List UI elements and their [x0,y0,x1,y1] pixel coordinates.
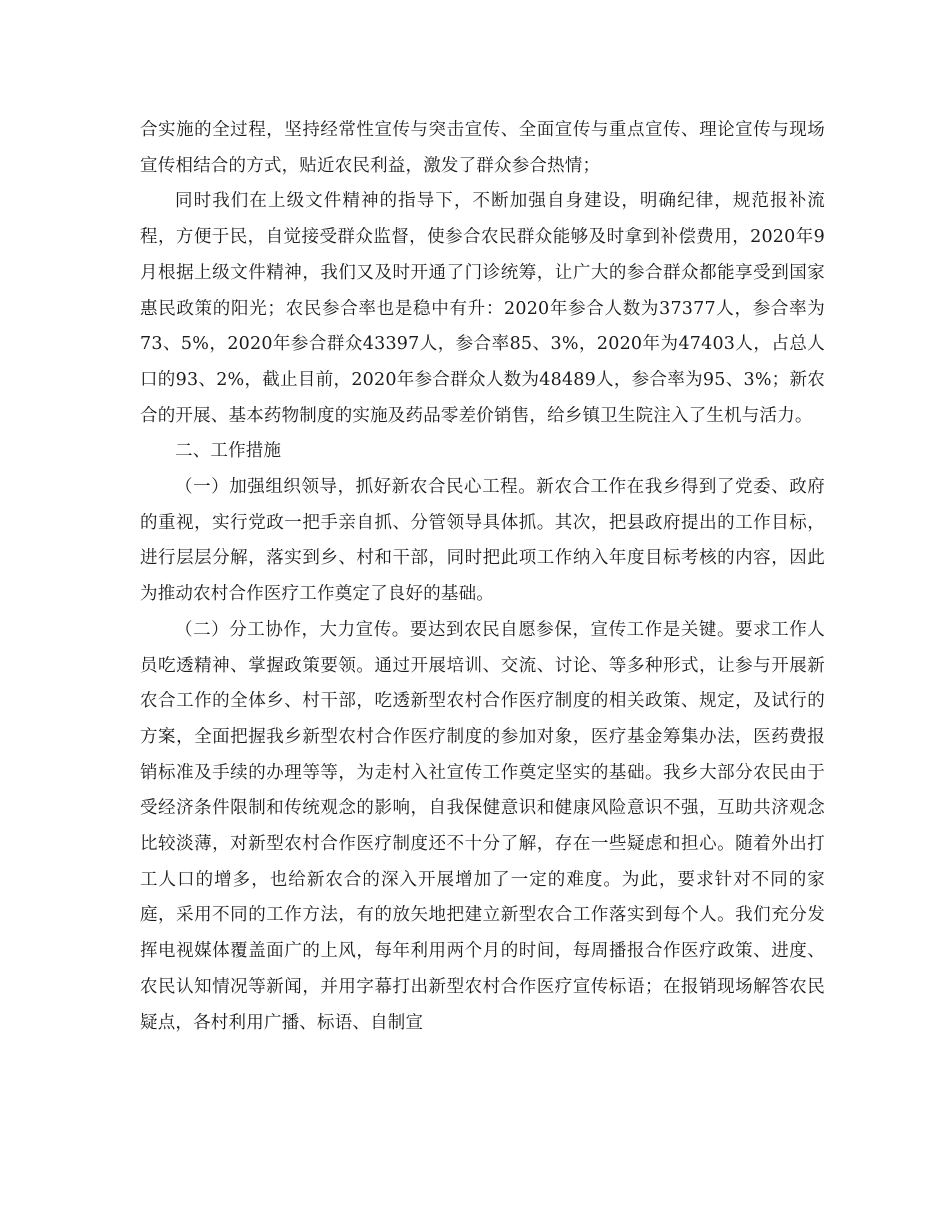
paragraph-continuation: 合实施的全过程，坚持经常性宣传与突击宣传、全面宣传与重点宣传、理论宣传与现场宣传相结合的方式，贴近农民利益，激发了群众参合热情； [140,120,825,176]
paragraph-division-of-labor: （二）分工协作，大力宣传。要达到农民自愿参保，宣传工作是关键。要求工作人员吃透精神、掌握政策要领。通过开展培训、交流、讨论、等多种形式，让参与开展新农合工作的全体乡、村干部，吃透新型农村合作医疗制度的相关政策、规定，及试行的方案，全面把握我乡新型农村合作医疗制度的参加对象，医疗基金筹集办法，医药费报销标准及手续的办理等等，为走村入社宣传工作奠定坚实的基础。我乡大部分农民由于受经济条件限制和传统观念的影响，自我保健意识和健康风险意识不强，互助共济观念比较淡薄，对新型农村合作医疗制度还不十分了解，存在一些疑虑和担心。随着外出打工人口的增多，也给新农合的深入开展增加了一定的难度。为此，要求针对不同的家庭，采用不同的工作方法，有的放矢地把建立新型农合工作落实到每个人。我们充分发挥电视媒体覆盖面广的上风，每年利用两个月的时间，每周播报合作医疗政策、进度、农民认知情况等新闻，并用字幕打出新型农村合作医疗宣传标语；在报销现场解答农民疑点，各村利用广播、标语、自制宣 [140,619,825,1033]
paragraph-organization-leadership: （一）加强组织领导，抓好新农合民心工程。新农合工作在我乡得到了党委、政府的重视，实行党政一把手亲自抓、分管领导具体抓。其次，把县政府提出的工作目标，进行层层分解，落实到乡、村和干部，同时把此项工作纳入年度目标考核的内容，因此为推动农村合作医疗工作奠定了良好的基础。 [140,477,825,605]
section-heading-work-measures: 二、工作措施 [175,441,282,462]
document-body [140,113,825,1041]
paragraph-enrollment: 同时我们在上级文件精神的指导下，不断加强自身建设，明确纪律，规范报补流程，方便于民，自觉接受群众监督，使参合农民群众能够及时拿到补偿费用，2020年9月根据上级文件精神，我们又及时开通了门诊统筹，让广大的参合群众都能享受到国家惠民政策的阳光；农民参合率也是稳中有升：2020年参合人数为37377人，参合率为73、5%，2020年参合群众43397人，参合率85、3%，2020年为47403人，占总人口的93、2%，截止目前，2020年参合群众人数为48489人，参合率为95、3%；新农合的开展、基本药物制度的实施及药品零差价销售，给乡镇卫生院注入了生机与活力。 [140,191,825,426]
